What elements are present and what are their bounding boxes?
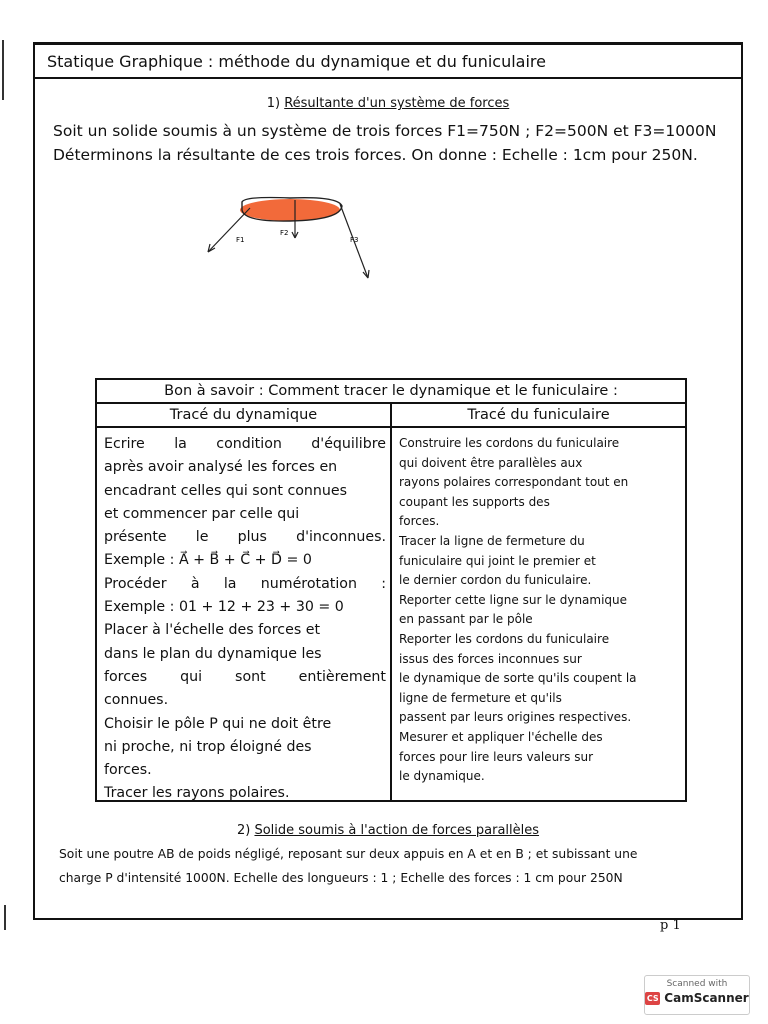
step-line: Tracer les rayons polaires. — [104, 785, 290, 802]
tip-box-columns — [97, 404, 685, 800]
funiculaire-header: Tracé du funiculaire — [392, 404, 685, 428]
step-line: le dynamique de sorte qu'ils coupent la — [399, 671, 637, 686]
force-f1-arrow — [208, 208, 250, 252]
step-line: funiculaire qui joint le premier et — [399, 553, 596, 568]
section2-text — [59, 842, 637, 890]
step-line: le dynamique. — [399, 769, 485, 784]
step-line: ligne de fermeture et qu'ils — [399, 690, 562, 705]
page-title: Statique Graphique : méthode du dynamique et du funiculaire — [35, 45, 741, 79]
force-f2-label: F2 — [280, 229, 289, 237]
step-line: forces. — [104, 762, 152, 779]
watermark-brand-name: CamScanner — [664, 991, 749, 1005]
dynamique-column — [97, 404, 392, 800]
funiculaire-column — [392, 404, 685, 800]
section2-line: Soit une poutre AB de poids négligé, reposant sur deux appuis en A et en B ; et subissant une — [59, 847, 638, 861]
step-line: Construire les cordons du funiculaire — [399, 436, 620, 450]
watermark-brand — [645, 991, 749, 1005]
step-line: le dernier cordon du funiculaire. — [399, 573, 592, 588]
section2-title: Solide soumis à l'action de forces parallèles — [254, 823, 540, 838]
camscanner-logo-icon: CS — [646, 993, 659, 1003]
section1-text — [53, 119, 716, 167]
dynamique-steps — [97, 428, 390, 806]
step-line: Choisir le pôle P qui ne doit être — [104, 715, 332, 732]
step-line: rayons polaires correspondant tout en — [399, 475, 629, 490]
step-line: forces pour lire leurs valeurs sur — [399, 749, 594, 764]
step-line: coupant les supports des — [399, 494, 550, 509]
watermark-caption: Scanned with — [666, 979, 728, 989]
step-line: qui doivent être parallèles aux — [399, 455, 583, 470]
step-line: passent par leurs origines respectives. — [399, 710, 632, 725]
step-line: dans le plan du dynamique les — [104, 645, 322, 662]
step-line: connues. — [104, 692, 169, 709]
step-line: forces. — [399, 514, 440, 529]
force-f1-label: F1 — [236, 236, 245, 244]
step-line: encadrant celles qui sont connues — [104, 482, 348, 499]
section2-number: 2) — [236, 823, 251, 838]
scan-edge-mark — [4, 905, 6, 930]
step-line: présente le plus d'inconnues. — [104, 529, 386, 546]
scan-edge-mark — [2, 40, 4, 100]
step-line: en passant par le pôle — [399, 612, 533, 627]
dynamique-header: Tracé du dynamique — [97, 404, 390, 428]
step-line: Reporter les cordons du funiculaire — [399, 631, 610, 646]
section1-line: Soit un solide soumis à un système de trois forces F1=750N ; F2=500N et F3=1000N — [53, 122, 717, 140]
force-f3-label: F3 — [350, 236, 359, 244]
step-line: et commencer par celle qui — [104, 505, 300, 522]
page-frame — [33, 42, 743, 920]
section1-heading — [35, 96, 741, 111]
step-line: forces qui sont entièrement — [104, 668, 386, 685]
section1-line: Déterminons la résultante de ces trois forces. On donne : Echelle : 1cm pour 250N. — [53, 146, 698, 164]
step-line: ni proche, ni trop éloigné des — [104, 738, 312, 755]
force-figure — [200, 190, 380, 290]
step-line: Reporter cette ligne sur le dynamique — [399, 592, 628, 607]
step-line: Exemple : 01 + 12 + 23 + 30 = 0 — [104, 599, 344, 616]
tip-box-title: Bon à savoir : Comment tracer le dynamique et le funiculaire : — [97, 380, 685, 404]
step-line: Mesurer et appliquer l'échelle des — [399, 729, 603, 744]
camscanner-watermark — [644, 975, 750, 1015]
step-line: Exemple : A⃗ + B⃗ + C⃗ + D⃗ = 0 — [104, 552, 312, 569]
page-number: p 1 — [660, 918, 681, 933]
step-line: Ecrire la condition d'équilibre — [104, 436, 386, 452]
section2-line: charge P d'intensité 1000N. Echelle des longueurs : 1 ; Echelle des forces : 1 cm pour 250N — [59, 871, 623, 885]
section2-heading — [35, 823, 741, 838]
funiculaire-steps — [392, 428, 685, 787]
section1-title: Résultante d'un système de forces — [284, 96, 510, 111]
step-line: Placer à l'échelle des forces et — [104, 622, 321, 639]
section1-number: 1) — [266, 96, 281, 111]
tip-box — [95, 378, 687, 802]
step-line: issus des forces inconnues sur — [399, 651, 582, 666]
step-line: après avoir analysé les forces en — [104, 459, 338, 476]
step-line: Procéder à la numérotation : — [104, 575, 386, 592]
step-line: Tracer la ligne de fermeture du — [399, 533, 585, 548]
